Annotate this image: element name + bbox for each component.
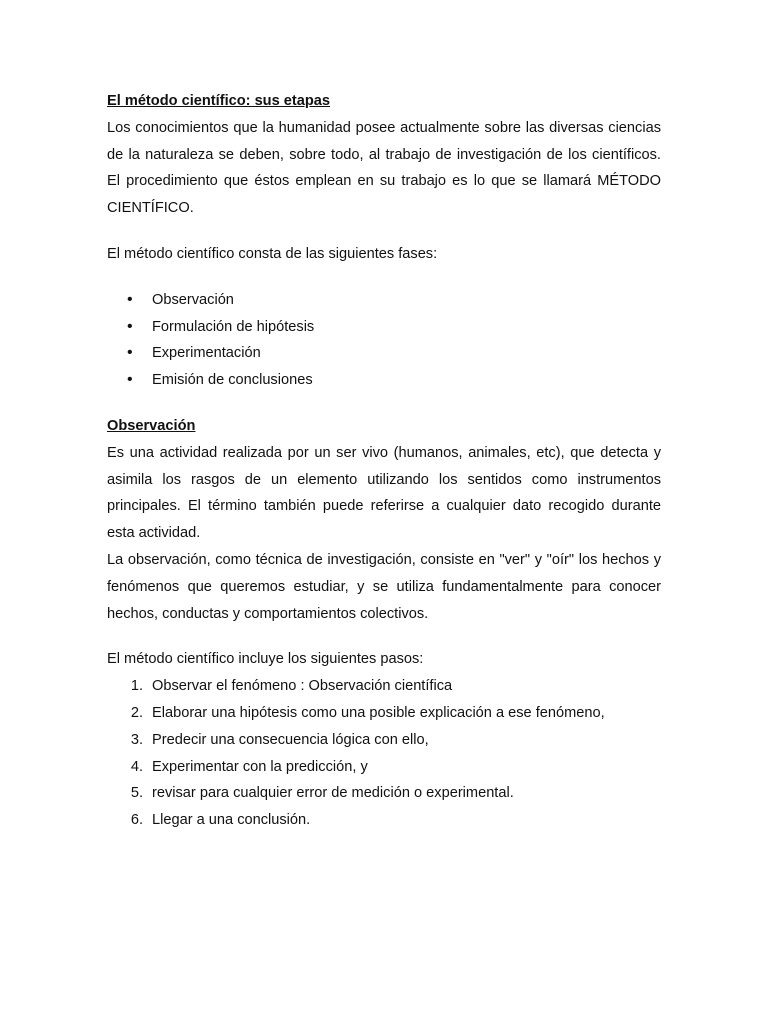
- steps-list: [107, 673, 661, 834]
- list-item: [107, 807, 661, 834]
- step-text: Elaborar una hipótesis como una posible explicación a ese fenómeno,: [152, 704, 605, 721]
- step-text: revisar para cualquier error de medición o experimental.: [152, 785, 514, 802]
- bullet-icon: •: [127, 317, 133, 335]
- phase-label: Experimentación: [152, 345, 261, 362]
- list-item: [107, 673, 661, 700]
- document-page: [107, 88, 661, 834]
- step-number: 6.: [130, 812, 143, 829]
- step-number: 2.: [130, 704, 143, 721]
- bullet-icon: •: [127, 290, 133, 308]
- phase-label: Formulación de hipótesis: [152, 318, 315, 335]
- phases-list: [107, 287, 661, 394]
- step-text: Llegar a una conclusión.: [152, 812, 311, 829]
- phase-label: Emisión de conclusiones: [152, 372, 313, 389]
- steps-intro: El método científico incluye los siguientes pasos:: [107, 651, 424, 668]
- list-item: [107, 780, 661, 807]
- list-item: [107, 287, 661, 314]
- step-number: 1.: [130, 678, 143, 695]
- list-item: [107, 340, 661, 367]
- observation-paragraph-2: La observación, como técnica de investigación, consiste en "ver" y "oír" los hechos y fenómenos que queremos estudiar, y se utiliza fundamentalmente para conocer hechos, conductas y comportamientos colectivos.: [107, 551, 661, 622]
- phases-intro: El método científico consta de las siguientes fases:: [107, 245, 438, 262]
- observation-heading: Observación: [107, 417, 196, 434]
- step-text: Predecir una consecuencia lógica con ello,: [152, 731, 429, 748]
- step-text: Experimentar con la predicción, y: [152, 758, 368, 775]
- list-item: [107, 314, 661, 341]
- bullet-icon: •: [127, 344, 133, 362]
- phase-label: Observación: [152, 291, 234, 308]
- intro-paragraph: Los conocimientos que la humanidad posee actualmente sobre las diversas ciencias de la naturaleza se deben, sobre todo, al trabajo de investigación de los científicos. El procedimiento que éstos emplean en su trabajo es lo que se llamará MÉTODO CIENTÍFICO.: [107, 119, 661, 217]
- list-item: [107, 754, 661, 781]
- bullet-icon: •: [127, 371, 133, 389]
- document-title: El método científico: sus etapas: [107, 93, 331, 109]
- step-text: Observar el fenómeno : Observación científica: [152, 678, 453, 695]
- step-number: 4.: [130, 758, 143, 775]
- list-item: [107, 700, 661, 727]
- step-number: 3.: [130, 731, 143, 748]
- observation-paragraph-1: Es una actividad realizada por un ser vivo (humanos, animales, etc), que detecta y asimila los rasgos de un elemento utilizando los sentidos como instrumentos principales. El término también puede referirse a cualquier dato recogido durante esta actividad.: [107, 444, 661, 542]
- list-item: [107, 727, 661, 754]
- step-number: 5.: [130, 785, 143, 802]
- list-item: [107, 367, 661, 394]
